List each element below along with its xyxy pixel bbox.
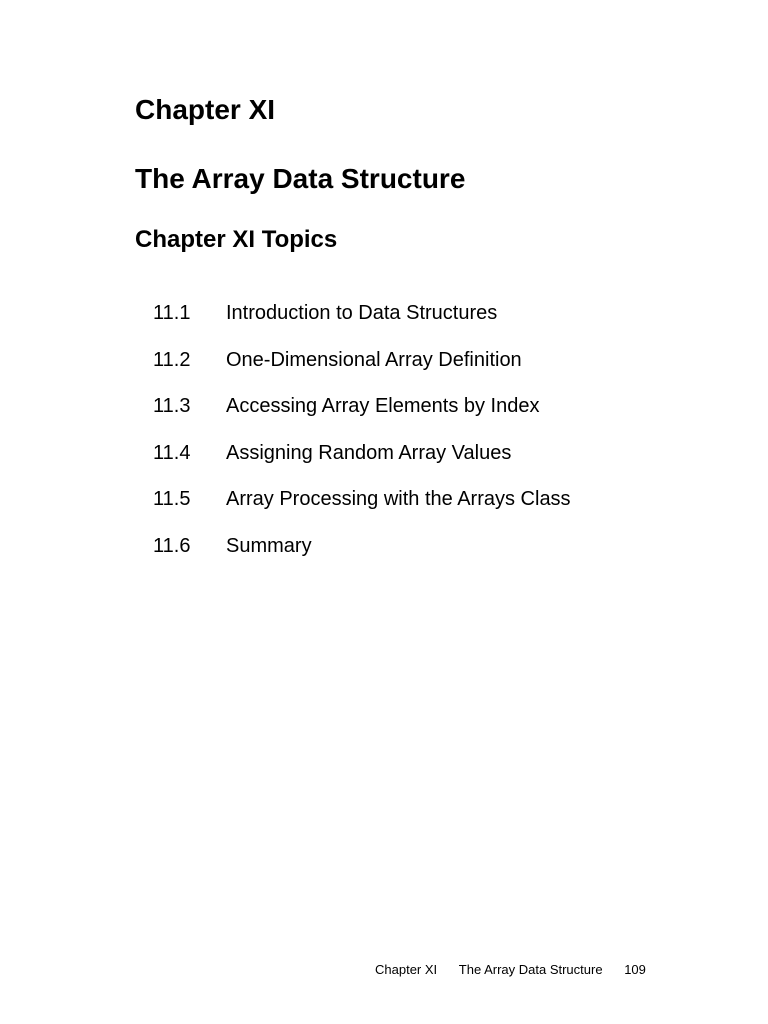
topic-title: Introduction to Data Structures [226,302,498,324]
topic-number: 11.4 [153,441,191,464]
topic-title: Array Processing with the Arrays Class [226,488,571,511]
topic-item [153,300,571,347]
topic-title: One-Dimensional Array Definition [226,348,522,371]
topic-item [153,347,571,394]
topic-title: Accessing Array Elements by Index [226,395,540,418]
topic-item [153,533,571,580]
topics-heading: Chapter XI Topics [135,226,338,253]
chapter-label: Chapter XI [135,94,276,125]
chapter-title: The Array Data Structure [135,163,466,194]
page-number: 109 [624,962,646,977]
topic-number: 11.1 [153,302,191,324]
topic-number: 11.3 [153,395,191,418]
topic-number: 11.5 [153,488,191,511]
topic-item [153,393,571,440]
topic-number: 11.2 [153,348,191,371]
footer-chapter: Chapter XI [375,962,438,977]
topic-number: 11.6 [153,534,191,557]
topic-title: Assigning Random Array Values [226,441,512,464]
topic-title: Summary [226,534,312,557]
topic-item [153,440,571,487]
footer-title: The Array Data Structure [458,962,603,977]
topic-item [153,486,571,533]
topic-list [153,300,571,580]
page-footer [375,961,646,979]
